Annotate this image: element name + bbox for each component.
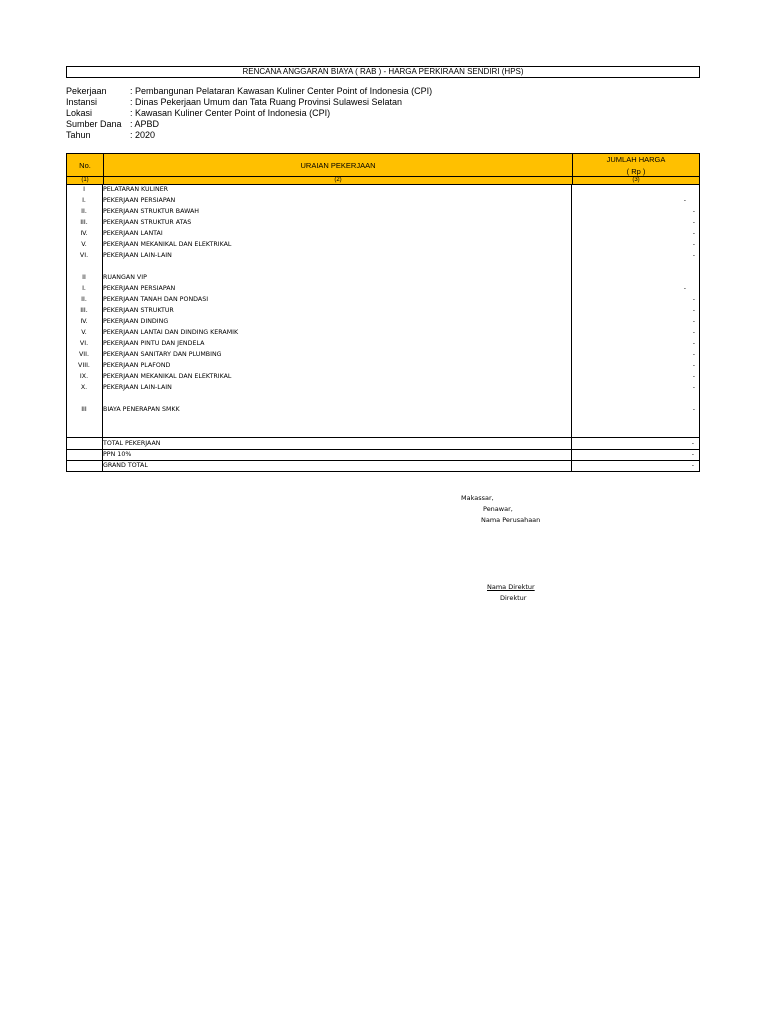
- row-desc: PEKERJAAN PINTU DAN JENDELA: [103, 340, 205, 347]
- row-desc: PEKERJAAN PERSIAPAN: [103, 285, 176, 292]
- row-value: -: [692, 362, 695, 369]
- info-label: Sumber Dana: [66, 119, 122, 129]
- info-label: Lokasi: [66, 108, 93, 118]
- row-value: -: [692, 252, 695, 259]
- row-no: IV.: [80, 318, 88, 325]
- row-no: II.: [81, 208, 87, 215]
- table-row: [66, 217, 700, 228]
- row-value: -: [692, 329, 695, 336]
- info-value: : APBD: [130, 119, 160, 129]
- row-no: V.: [81, 241, 87, 248]
- table-header: [66, 153, 700, 177]
- row-desc: RUANGAN VIP: [103, 274, 147, 281]
- info-value: : Dinas Pekerjaan Umum dan Tata Ruang Provinsi Sulawesi Selatan: [130, 97, 402, 107]
- row-desc: PEKERJAAN STRUKTUR ATAS: [103, 219, 192, 226]
- info-label: Pekerjaan: [66, 86, 107, 96]
- row-value: -: [683, 197, 686, 204]
- subheader-col-1: (1): [81, 177, 89, 183]
- info-label: Tahun: [66, 130, 91, 140]
- table-row: [66, 195, 700, 206]
- row-no: IV.: [80, 230, 88, 237]
- row-no: II: [82, 274, 86, 281]
- total-label: TOTAL PEKERJAAN: [103, 440, 161, 447]
- ppn-label: PPN 10%: [103, 451, 132, 458]
- row-desc: PEKERJAAN MEKANIKAL DAN ELEKTRIKAL: [103, 241, 232, 248]
- row-value: -: [692, 406, 695, 413]
- row-desc: PEKERJAAN STRUKTUR BAWAH: [103, 208, 200, 215]
- project-info: [66, 86, 432, 141]
- row-desc: PEKERJAAN PLAFOND: [103, 362, 171, 369]
- row-value: -: [692, 318, 695, 325]
- row-value: -: [692, 296, 695, 303]
- row-desc: PELATARAN KULINER: [103, 186, 169, 193]
- row-desc: PEKERJAAN LAIN-LAIN: [103, 384, 172, 391]
- info-value: : 2020: [130, 130, 156, 140]
- grand-total-value: -: [691, 462, 694, 469]
- total-pekerjaan-row: [67, 438, 699, 449]
- info-row-lokasi: [66, 108, 432, 119]
- row-desc: PEKERJAAN LAIN-LAIN: [103, 252, 172, 259]
- ppn-value: -: [691, 451, 694, 458]
- info-row-sumber-dana: [66, 119, 432, 130]
- row-no: VI.: [79, 340, 89, 347]
- table-row: [66, 327, 700, 338]
- table-row: [66, 228, 700, 239]
- row-value: -: [692, 230, 695, 237]
- row-no: VI.: [79, 252, 89, 259]
- table-row: [66, 184, 700, 195]
- row-no: III: [81, 406, 87, 413]
- row-no: VIII.: [78, 362, 90, 369]
- row-value: -: [692, 219, 695, 226]
- table-row: [66, 305, 700, 316]
- row-no: V.: [81, 329, 87, 336]
- header-no: No.: [79, 160, 91, 170]
- info-row-tahun: [66, 130, 432, 141]
- table-row: [66, 250, 700, 261]
- info-row-pekerjaan: [66, 86, 432, 97]
- total-value: -: [691, 440, 694, 447]
- row-value: -: [692, 340, 695, 347]
- table-row: [66, 272, 700, 283]
- row-no: VII.: [78, 351, 90, 358]
- row-desc: PEKERJAAN STRUKTUR: [103, 307, 174, 314]
- row-value: -: [692, 208, 695, 215]
- table-row: [66, 316, 700, 327]
- table-row: [66, 283, 700, 294]
- row-value: -: [692, 384, 695, 391]
- row-desc: PEKERJAAN PERSIAPAN: [103, 197, 176, 204]
- header-jumlah-line2: ( Rp ): [626, 166, 646, 176]
- row-no: III.: [80, 219, 88, 226]
- row-value: -: [683, 285, 686, 292]
- row-no: X.: [80, 384, 88, 391]
- row-desc: PEKERJAAN DINDING: [103, 318, 169, 325]
- grand-total-label: GRAND TOTAL: [103, 462, 148, 469]
- row-desc: PEKERJAAN TANAH DAN PONDASI: [103, 296, 209, 303]
- row-desc: PEKERJAAN LANTAI: [103, 230, 163, 237]
- row-desc: PEKERJAAN MEKANIKAL DAN ELEKTRIKAL: [103, 373, 232, 380]
- row-value: -: [692, 373, 695, 380]
- row-desc: PEKERJAAN LANTAI DAN DINDING KERAMIK: [103, 329, 239, 336]
- info-value: : Kawasan Kuliner Center Point of Indonesia (CPI): [130, 108, 331, 118]
- table-row: [66, 382, 700, 393]
- row-no: I.: [82, 285, 86, 292]
- header-jumlah-line1: JUMLAH HARGA: [606, 154, 666, 164]
- row-no: III.: [80, 307, 88, 314]
- info-row-instansi: [66, 97, 432, 108]
- info-label: Instansi: [66, 97, 98, 107]
- table-row: [66, 206, 700, 217]
- row-value: -: [692, 307, 695, 314]
- table-row: [66, 360, 700, 371]
- row-no: II.: [81, 296, 87, 303]
- row-no: IX.: [79, 373, 89, 380]
- row-value: -: [692, 351, 695, 358]
- row-no: I.: [82, 197, 86, 204]
- signature-role: Penawar,: [483, 505, 513, 513]
- grand-total-row: [67, 460, 699, 471]
- table-row: [66, 338, 700, 349]
- subheader-col-3: (3): [632, 177, 640, 183]
- row-desc: PEKERJAAN SANITARY DAN PLUMBING: [103, 351, 222, 358]
- row-desc: BIAYA PENERAPAN SMKK: [103, 406, 180, 413]
- subheader-col-2: (2): [334, 177, 342, 183]
- header-jumlah: [573, 154, 699, 176]
- signature-company: Nama Perusahaan: [481, 516, 541, 524]
- info-value: : Pembangunan Pelataran Kawasan Kuliner Center Point of Indonesia (CPI): [130, 86, 433, 96]
- table-row: [66, 371, 700, 382]
- totals-section: [66, 437, 700, 472]
- row-value: -: [692, 241, 695, 248]
- table-row: [66, 349, 700, 360]
- header-uraian: URAIAN PEKERJAAN: [300, 160, 376, 170]
- table-row: [66, 294, 700, 305]
- table-row: [66, 239, 700, 250]
- document-title: RENCANA ANGGARAN BIAYA ( RAB ) - HARGA PERKIRAAN SENDIRI (HPS): [66, 66, 700, 78]
- ppn-row: [67, 449, 699, 460]
- signature-name: Nama Direktur: [487, 583, 535, 591]
- signature-city: Makassar,: [461, 494, 494, 502]
- table-row: [66, 404, 700, 415]
- signature-title: Direktur: [500, 594, 527, 602]
- row-no: I: [83, 186, 85, 193]
